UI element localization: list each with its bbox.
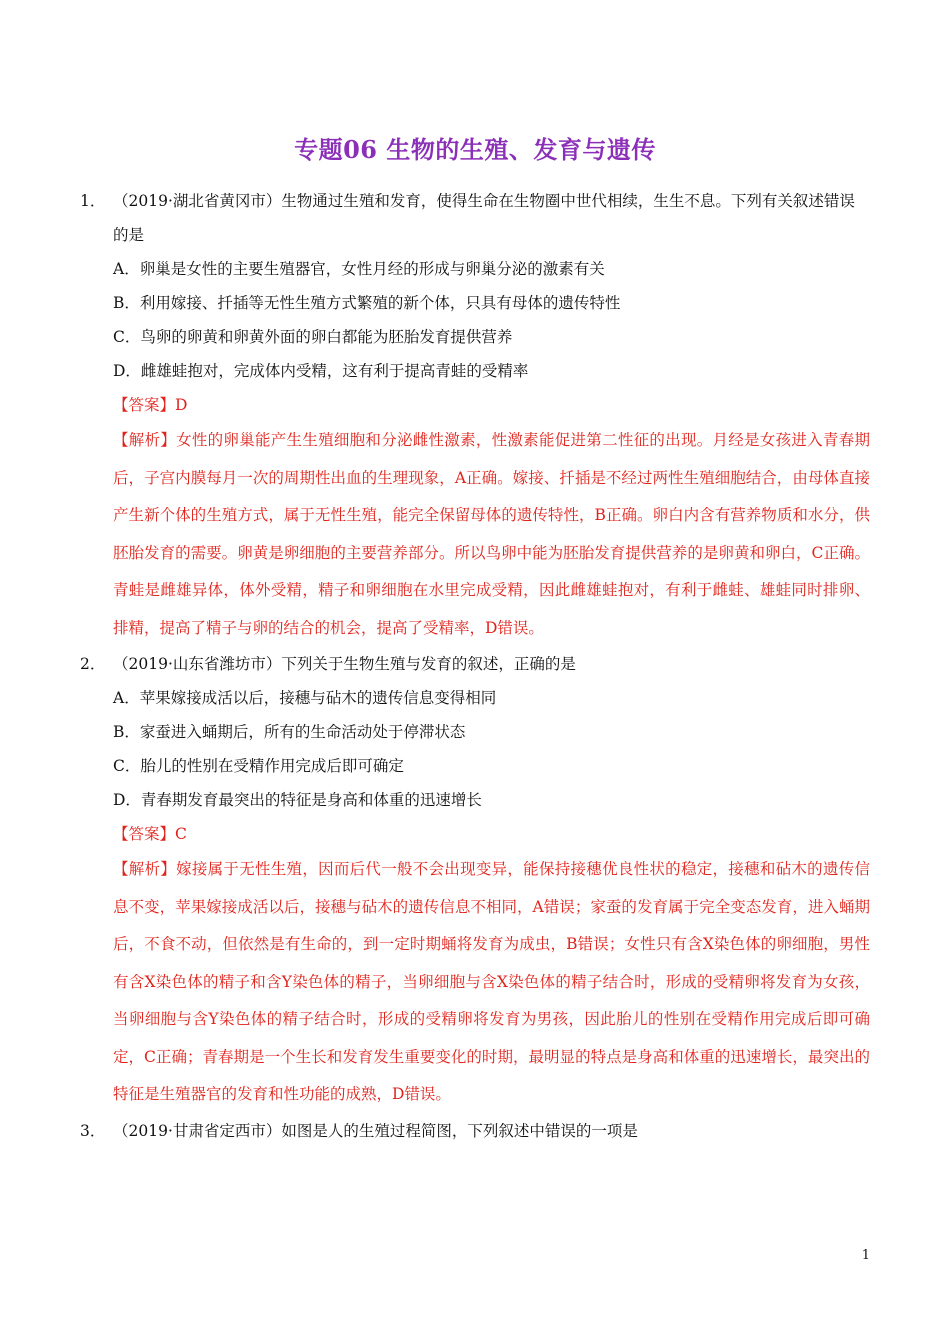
answer: 【答案】D [113,396,188,414]
question-stem: （2019·甘肃省定西市）如图是人的生殖过程简图，下列叙述中错误的一项是 [113,1121,638,1140]
page-title: 专题06 生物的生殖、发育与遗传 [294,135,656,164]
option-b: B．利用嫁接、扦插等无性生殖方式繁殖的新个体，只具有母体的遗传特性 [113,294,621,312]
question-2 [80,647,870,1114]
document-body [80,184,870,1148]
answer: 【答案】C [113,825,187,843]
option-a: A．卵巢是女性的主要生殖器官，女性月经的形成与卵巢分泌的激素有关 [113,260,605,278]
question-3 [80,1114,870,1148]
option-b: B．家蚕进入蛹期后，所有的生命活动处于停滞状态 [113,723,466,741]
option-a: A．苹果嫁接成活以后，接穗与砧木的遗传信息变得相同 [113,689,497,707]
question-number: 1． [80,192,106,210]
explanation: 【解析】嫁接属于无性生殖，因而后代一般不会出现变异，能保持接穗优良性状的稳定，接穗和砧木的遗传信息不变，苹果嫁接成活以后，接穗与砧木的遗传信息不相同，A错误；家蚕的发育属于完全变态发育，进入蛹期后，不食不动，但依然是有生命的，到一定时期蛹将发育为成虫，B错误；女性只有含X染色体的卵细胞，男性有含X染色体的精子和含Y染色体的精子，当卵细胞与含X染色体的精子结合时，形成的受精卵将发育为女孩，当卵细胞与含Y染色体的精子结合时，形成的受精卵将发育为男孩，因此胎儿的性别在受精作用完成后即可确定，C正确；青春期是一个生长和发育发生重要变化的时期，最明显的特点是身高和体重的迅速增长，最突出的特征是生殖器官的发育和性功能的成熟，D错误。 [113,860,870,1103]
option-c: C．胎儿的性别在受精作用完成后即可确定 [113,757,404,775]
question-stem: （2019·山东省潍坊市）下列关于生物生殖与发育的叙述，正确的是 [113,655,576,673]
question-1 [80,184,870,647]
question-number: 2． [80,655,106,673]
option-d: D．雌雄蛙抱对，完成体内受精，这有利于提高青蛙的受精率 [113,362,529,380]
question-stem: （2019·湖北省黄冈市）生物通过生殖和发育，使得生命在生物圈中世代相续，生生不息。下列有关叙述错误的是 [113,192,855,244]
option-d: D．青春期发育最突出的特征是身高和体重的迅速增长 [113,791,482,809]
option-c: C．鸟卵的卵黄和卵黄外面的卵白都能为胚胎发育提供营养 [113,328,513,346]
page-number: 1 [861,1248,870,1263]
question-number: 3． [80,1121,106,1140]
explanation: 【解析】女性的卵巢能产生生殖细胞和分泌雌性激素，性激素能促进第二性征的出现。月经是女孩进入青春期后，子宫内膜每月一次的周期性出血的生理现象，A正确。嫁接、扦插是不经过两性生殖细胞结合，由母体直接产生新个体的生殖方式，属于无性生殖，能完全保留母体的遗传特性，B正确。卵白内含有营养物质和水分，供胚胎发育的需要。卵黄是卵细胞的主要营养部分。所以鸟卵中能为胚胎发育提供营养的是卵黄和卵白，C正确。青蛙是雌雄异体，体外受精，精子和卵细胞在水里完成受精，因此雌雄蛙抱对，有利于雌蛙、雄蛙同时排卵、排精，提高了精子与卵的结合的机会，提高了受精率，D错误。 [113,431,870,637]
